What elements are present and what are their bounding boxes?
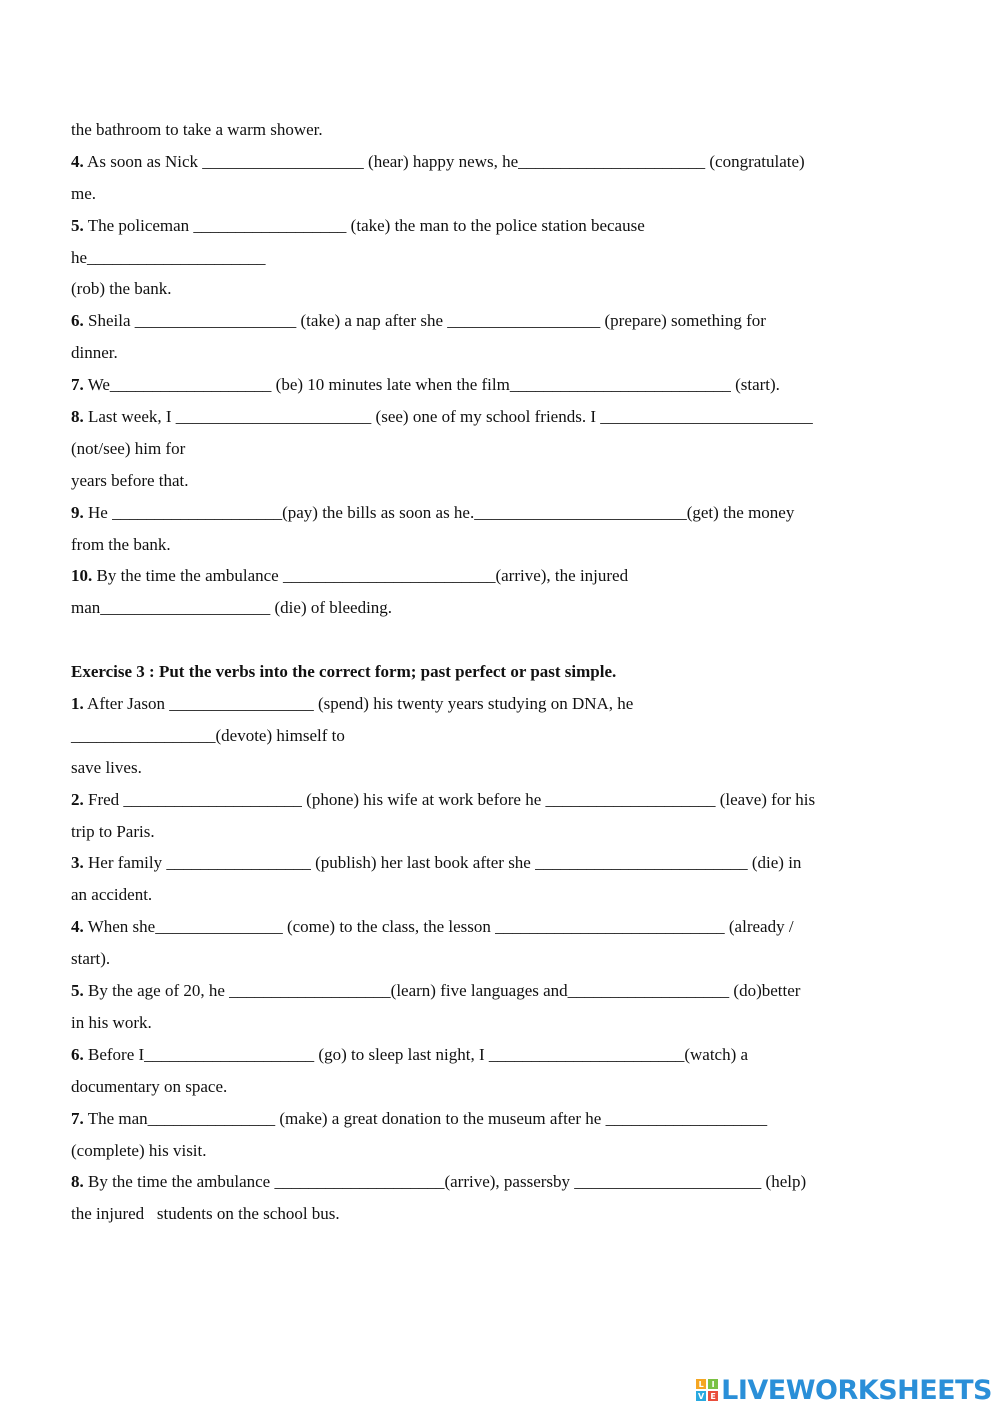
exercise-line bbox=[71, 911, 951, 943]
item-text: from the bank. bbox=[71, 534, 171, 554]
exercise-line bbox=[71, 242, 951, 274]
item-number: 2. bbox=[71, 789, 84, 809]
exercise-line bbox=[71, 688, 951, 720]
exercise-line bbox=[71, 146, 951, 178]
exercise-line bbox=[71, 720, 951, 752]
exercise-line bbox=[71, 1039, 951, 1071]
item-number: 10. bbox=[71, 566, 93, 586]
item-text: Last week, I _______________________ (see) one of my school friends. I _________________________ bbox=[83, 407, 813, 427]
exercise-line bbox=[71, 816, 951, 848]
liveworksheets-logo bbox=[696, 1373, 992, 1407]
item-text: (not/see) him for bbox=[71, 438, 186, 458]
item-text: _________________(devote) himself to bbox=[71, 725, 345, 745]
exercise-line bbox=[71, 975, 951, 1007]
exercise-line bbox=[71, 337, 951, 369]
exercise-line bbox=[71, 560, 951, 592]
item-text: the bathroom to take a warm shower. bbox=[71, 120, 323, 139]
item-text: me. bbox=[71, 183, 97, 203]
item-text: By the time the ambulance _________________________(arrive), the injured bbox=[92, 566, 629, 586]
item-number: 1. bbox=[71, 694, 84, 714]
exercise-line bbox=[71, 1071, 951, 1103]
logo-text: LIVEWORKSHEETS bbox=[721, 1374, 992, 1406]
exercise-line bbox=[71, 465, 951, 497]
item-number: 5. bbox=[71, 215, 84, 235]
item-text: Fred _____________________ (phone) his wife at work before he ____________________ (leave) for his bbox=[83, 789, 816, 809]
exercise-line bbox=[71, 529, 951, 561]
exercise-line bbox=[71, 847, 951, 879]
item-number: 7. bbox=[71, 375, 84, 395]
item-number: 5. bbox=[71, 981, 84, 1001]
exercise-line bbox=[71, 305, 951, 337]
exercise-line bbox=[71, 114, 951, 146]
item-text: save lives. bbox=[71, 757, 142, 777]
item-text: The man_______________ (make) a great donation to the museum after he ___________________ bbox=[83, 1108, 768, 1128]
exercise-2-continued bbox=[71, 114, 951, 624]
exercise-line bbox=[71, 178, 951, 210]
exercise-line bbox=[71, 784, 951, 816]
logo-square: V bbox=[698, 1391, 705, 1401]
worksheet-page bbox=[71, 114, 951, 1230]
item-number: 4. bbox=[71, 151, 84, 171]
item-text: By the age of 20, he ___________________(learn) five languages and___________________ (do)better bbox=[83, 981, 801, 1001]
exercise-line bbox=[71, 1166, 951, 1198]
item-text: By the time the ambulance ____________________(arrive), passersby ______________________ (help) bbox=[83, 1172, 807, 1192]
exercise-line bbox=[71, 369, 951, 401]
item-number: 6. bbox=[71, 1044, 84, 1064]
item-text: he_____________________ bbox=[71, 247, 266, 267]
exercise-line bbox=[71, 879, 951, 911]
logo-square: E bbox=[708, 1391, 718, 1401]
exercise-line bbox=[71, 943, 951, 975]
item-text: documentary on space. bbox=[71, 1076, 228, 1096]
exercise-line bbox=[71, 497, 951, 529]
exercise-line bbox=[71, 752, 951, 784]
item-number: 8. bbox=[71, 407, 84, 427]
item-number: 3. bbox=[71, 853, 84, 873]
item-text: trip to Paris. bbox=[71, 821, 155, 841]
item-text: As soon as Nick ___________________ (hear) happy news, he______________________ (congratulate) bbox=[83, 151, 805, 171]
item-text: The policeman __________________ (take) the man to the police station because bbox=[83, 215, 645, 235]
item-text: man____________________ (die) of bleeding. bbox=[71, 598, 393, 618]
section-spacer bbox=[71, 624, 951, 656]
item-text: (rob) the bank. bbox=[71, 279, 172, 299]
item-number: 6. bbox=[71, 311, 84, 331]
item-text: We___________________ (be) 10 minutes late when the film__________________________ (start). bbox=[83, 375, 780, 395]
item-text: (complete) his visit. bbox=[71, 1140, 207, 1160]
exercise-line bbox=[71, 1007, 951, 1039]
exercise-line bbox=[71, 273, 951, 305]
item-text: the injured students on the school bus. bbox=[71, 1204, 340, 1224]
exercise-line bbox=[71, 210, 951, 242]
logo-square: L bbox=[696, 1379, 706, 1389]
item-text: in his work. bbox=[71, 1012, 152, 1032]
item-number: 7. bbox=[71, 1108, 84, 1128]
exercise-line bbox=[71, 1198, 951, 1230]
item-number: 4. bbox=[71, 917, 84, 937]
item-text: dinner. bbox=[71, 343, 118, 363]
exercise-line bbox=[71, 1135, 951, 1167]
exercise-line bbox=[71, 433, 951, 465]
item-text: Before I____________________ (go) to sleep last night, I _______________________(watch) a bbox=[83, 1044, 749, 1064]
item-text: He ____________________(pay) the bills as soon as he._________________________(get) the money bbox=[83, 502, 795, 522]
item-text: years before that. bbox=[71, 470, 189, 490]
item-number: 9. bbox=[71, 502, 84, 522]
item-text: After Jason _________________ (spend) his twenty years studying on DNA, he bbox=[83, 694, 634, 714]
exercise-3-body bbox=[71, 688, 951, 1230]
item-text: an accident. bbox=[71, 885, 153, 905]
logo-mark-icon bbox=[696, 1379, 718, 1401]
exercise-line bbox=[71, 1103, 951, 1135]
item-text: Her family _________________ (publish) her last book after she _________________________ (die) in bbox=[83, 853, 802, 873]
exercise-3-heading: Exercise 3 : Put the verbs into the correct form; past perfect or past simple. bbox=[71, 662, 617, 682]
item-number: 8. bbox=[71, 1172, 84, 1192]
logo-square: I bbox=[708, 1379, 718, 1389]
item-text: When she_______________ (come) to the class, the lesson ___________________________ (already / bbox=[83, 917, 794, 937]
exercise-line bbox=[71, 401, 951, 433]
item-text: start). bbox=[71, 949, 111, 969]
item-text: Sheila ___________________ (take) a nap after she __________________ (prepare) something for bbox=[83, 311, 766, 331]
exercise-line bbox=[71, 592, 951, 624]
